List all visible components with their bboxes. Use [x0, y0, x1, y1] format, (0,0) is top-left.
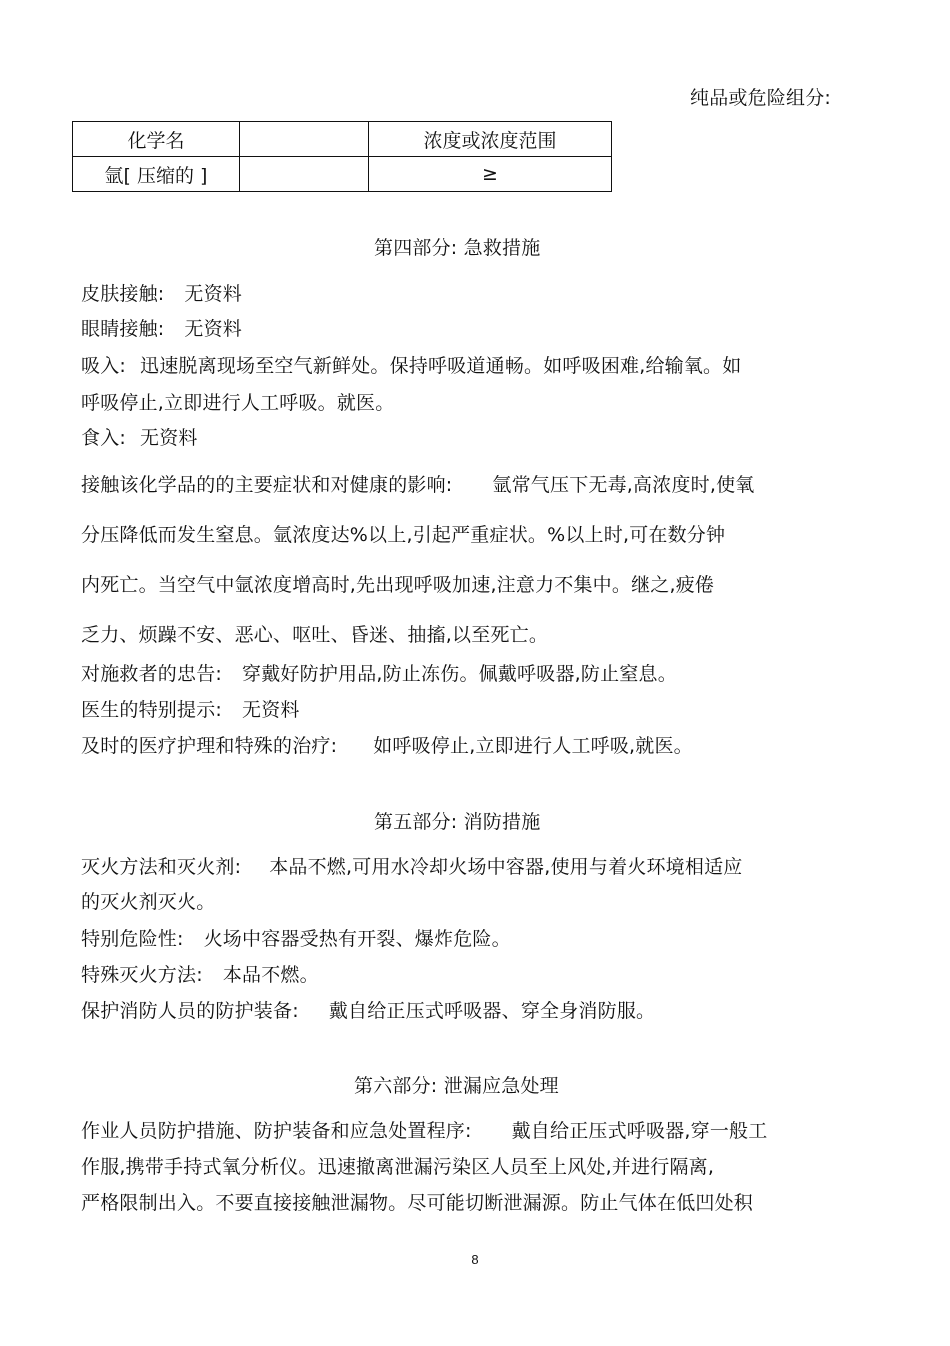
table-row — [73, 157, 612, 192]
treatment-value: 如呼吸停止,立即进行人工呼吸,就医。 — [373, 735, 693, 757]
inhalation-label: 吸入: — [81, 355, 127, 377]
special-method-value: 本品不燃。 — [222, 964, 319, 986]
symptoms-text-2: 分压降低而发生窒息。氩浓度达%以上,引起严重症状。%以上时,可在数分钟 — [81, 524, 726, 546]
header-concentration: 浓度或浓度范围 — [369, 122, 612, 157]
special-method-line — [81, 963, 319, 987]
doctor-note-value: 无资料 — [242, 699, 300, 721]
treatment-line — [81, 734, 693, 758]
extinguish-method-label: 灭火方法和灭火剂: — [81, 856, 242, 878]
protective-measures-text-3: 严格限制出入。不要直接接触泄漏物。尽可能切断泄漏源。防止气体在低凹处积 — [81, 1192, 754, 1214]
composition-label: 纯品或危险组分: — [690, 87, 832, 109]
ingestion-label: 食入: — [81, 427, 127, 449]
table-header-row — [73, 122, 612, 157]
skin-contact-value: 无资料 — [184, 283, 243, 305]
protective-measures-label: 作业人员防护措施、防护装备和应急处置程序: — [81, 1120, 472, 1142]
header-blank — [240, 122, 369, 157]
cell-blank — [240, 157, 369, 192]
extinguish-method-line — [81, 855, 742, 879]
special-hazard-line — [81, 927, 511, 951]
symptoms-label: 接触该化学品的的主要症状和对健康的影响: — [81, 474, 453, 496]
ingestion-line — [81, 426, 198, 450]
skin-contact-label: 皮肤接触: — [81, 283, 165, 305]
firefighter-gear-value: 戴自给正压式呼吸器、穿全身消防服。 — [328, 1000, 656, 1022]
section4-title: 第四部分: 急救措施 — [374, 237, 541, 259]
firefighter-gear-line — [81, 999, 655, 1023]
rescuer-advice-value: 穿戴好防护用品,防止冻伤。佩戴呼吸器,防止窒息。 — [242, 663, 677, 685]
inhalation-text-2: 呼吸停止,立即进行人工呼吸。就医。 — [81, 392, 395, 414]
ingestion-value: 无资料 — [140, 427, 198, 449]
header-chemical-name: 化学名 — [73, 122, 240, 157]
rescuer-advice-label: 对施救者的忠告: — [81, 663, 223, 685]
extinguish-method-text-2: 的灭火剂灭火。 — [81, 891, 216, 913]
cell-chemical-name: 氩[ 压缩的 ] — [73, 157, 240, 192]
symptoms-line-1 — [81, 473, 755, 497]
skin-contact-line — [81, 282, 242, 306]
cell-concentration: ≥ — [369, 157, 612, 192]
rescuer-advice-line — [81, 662, 677, 686]
section6-title: 第六部分: 泄漏应急处理 — [354, 1075, 559, 1097]
eye-contact-line — [81, 317, 242, 341]
firefighter-gear-label: 保护消防人员的防护装备: — [81, 1000, 299, 1022]
treatment-label: 及时的医疗护理和特殊的治疗: — [81, 735, 338, 757]
page-number: 8 — [471, 1252, 479, 1267]
protective-measures-text-2: 作服,携带手持式氧分析仪。迅速撤离泄漏污染区人员至上风处,并进行隔离, — [81, 1156, 715, 1178]
special-hazard-value: 火场中容器受热有开裂、爆炸危险。 — [203, 928, 511, 950]
special-hazard-label: 特别危险性: — [81, 928, 184, 950]
inhalation-line — [81, 354, 741, 378]
section5-title: 第五部分: 消防措施 — [374, 811, 541, 833]
doctor-note-line — [81, 698, 300, 722]
symptoms-text-4: 乏力、烦躁不安、恶心、呕吐、昏迷、抽搐,以至死亡。 — [81, 624, 549, 646]
protective-measures-line — [81, 1119, 767, 1143]
eye-contact-label: 眼睛接触: — [81, 318, 165, 340]
composition-table — [72, 121, 612, 192]
inhalation-text-1: 迅速脱离现场至空气新鲜处。保持呼吸道通畅。如呼吸困难,给输氧。如 — [140, 355, 742, 377]
doctor-note-label: 医生的特别提示: — [81, 699, 223, 721]
eye-contact-value: 无资料 — [184, 318, 243, 340]
extinguish-method-text-1: 本品不燃,可用水冷却火场中容器,使用与着火环境相适应 — [269, 856, 743, 878]
symptoms-text-1: 氩常气压下无毒,高浓度时,使氧 — [492, 474, 755, 496]
symptoms-text-3: 内死亡。当空气中氩浓度增高时,先出现呼吸加速,注意力不集中。继之,疲倦 — [81, 574, 715, 596]
protective-measures-text-1: 戴自给正压式呼吸器,穿一般工 — [511, 1120, 768, 1142]
special-method-label: 特殊灭火方法: — [81, 964, 203, 986]
